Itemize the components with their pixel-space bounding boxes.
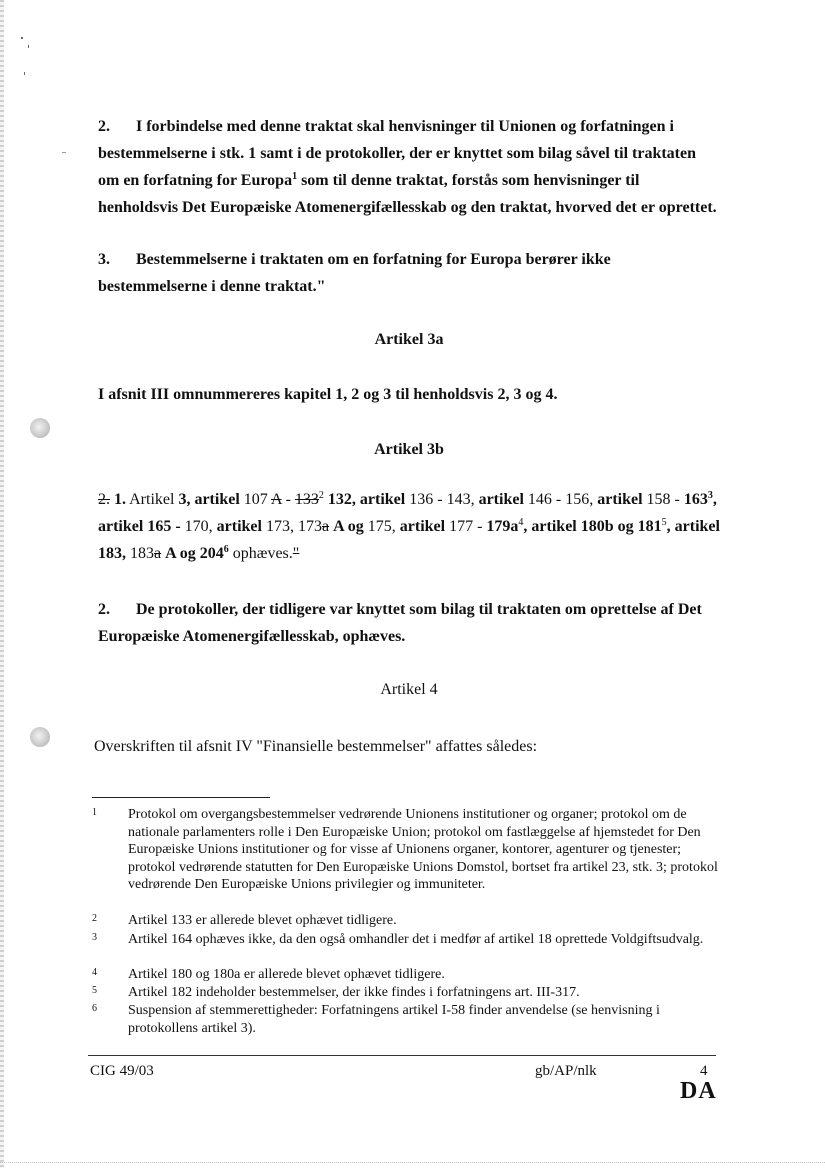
footnote-4: [92, 966, 722, 984]
footnote-mark: 1: [92, 807, 97, 818]
footnote-text: Artikel 182 indeholder bestemmelser, der ikke findes i forfatningens art. III-317.: [128, 985, 580, 1000]
footnote-ref-3: 3: [707, 490, 713, 501]
article-3b-paragraph-2: [98, 596, 720, 650]
paragraph-number: 2.: [98, 118, 110, 135]
article-3b-paragraph-1: [98, 486, 720, 567]
footer-doc-ref: CIG 49/03: [90, 1063, 154, 1079]
inserted-text: artikel 165 -: [98, 518, 181, 535]
footnote-2: [92, 912, 722, 930]
article-3a-heading: Artikel 3a: [374, 331, 444, 348]
deleted-text: a: [154, 545, 162, 562]
text-run: 136 - 143,: [409, 491, 475, 508]
footnote-mark: 5: [92, 985, 97, 996]
inserted-text: ,: [712, 491, 717, 508]
scan-edge: [0, 0, 4, 1168]
article-4-text: Overskriften til afsnit IV "Finansielle bestemmelser" affattes således:: [94, 738, 538, 755]
language-code: DA: [680, 1078, 717, 1104]
paragraph-2: [98, 113, 720, 221]
deleted-text: 133: [294, 491, 319, 508]
inserted-text: A og: [333, 518, 364, 535]
footer-page-number: 4: [700, 1063, 708, 1079]
footnote-5: [92, 984, 722, 1002]
text-run: 183: [130, 545, 154, 562]
text-run: -: [285, 491, 291, 508]
text-run: ophæves.: [232, 545, 293, 562]
paragraph-text-tail: som til denne traktat, forstås som henvisninger til henholdsvis Det Europæiske Atomenergifællesskab og den traktat, hvorved det er oprettet.: [98, 172, 717, 216]
inserted-text: , artikel: [666, 518, 720, 535]
scan-speck: [21, 37, 23, 39]
inserted-text: , artikel 180b og 181: [523, 518, 662, 535]
footnote-ref-1: 1: [292, 171, 298, 182]
deleted-text: a: [321, 518, 330, 535]
footnote-6: [92, 1002, 722, 1037]
inserted-text: artikel: [399, 518, 446, 535]
deleted-number: 2.: [98, 491, 110, 508]
paragraph-number: 3.: [98, 251, 110, 268]
footnote-text: Artikel 180 og 180a er allerede blevet ophævet tidligere.: [128, 967, 445, 982]
inserted-text: 179a: [486, 518, 519, 535]
footnote-text: Protokol om overgangsbestemmelser vedrørende Unionens institutioner og organer; protokol om de nationale parlamenters rolle i Den Europæiske Union; protokol om fastlæggelse af hjemstedet for Den Europæiske Unions institutioner og for visse af Unionens organer, kontorer, agenturer og tjenester; protokol vedrørende statutten for Den Europæiske Unions Domstol, bortset fra artikel 23, stk. 3; protokol vedrørende Den Europæiske Unions privilegier og immuniteter.: [128, 807, 718, 892]
punch-hole-bottom: [30, 727, 50, 747]
paragraph-text: Bestemmelserne i traktaten om en forfatning for Europa berører ikke bestemmelserne i denne traktat.": [98, 251, 611, 295]
deleted-text: ": [292, 545, 300, 562]
scan-speck: [24, 72, 25, 75]
paragraph-text: De protokoller, der tidligere var knyttet som bilag til traktaten om oprettelse af Det Europæiske Atomenergifællesskab, ophæves.: [98, 601, 702, 645]
inserted-text: 163: [683, 491, 708, 508]
footnote-text: Artikel 133 er allerede blevet ophævet tidligere.: [128, 913, 397, 928]
inserted-text: 3, artikel: [178, 491, 240, 508]
footnote-text: Artikel 164 ophæves ikke, da den også omhandler det i medfør af artikel 18 oprettede Voldgiftsudvalg.: [128, 932, 704, 947]
footnote-ref-5: 5: [661, 517, 667, 528]
paragraph-text: I forbindelse med denne traktat skal henvisninger til Unionen og forfatningen i bestemmelserne i stk. 1 samt i de protokoller, der er knyttet som bilag såvel til traktaten om en forfatning for Europa: [98, 118, 697, 189]
footnote-mark: 6: [92, 1003, 97, 1014]
inserted-text: artikel: [478, 491, 524, 508]
inserted-text: 183,: [98, 545, 126, 562]
footer-initials: gb/AP/nlk: [535, 1063, 597, 1079]
paragraph-3: [98, 246, 720, 300]
footnote-1: [92, 806, 722, 894]
article-3a-text: I afsnit III omnummereres kapitel 1, 2 og 3 til henholdsvis 2, 3 og 4.: [98, 386, 558, 403]
inserted-text: artikel: [216, 518, 262, 535]
footnote-ref-4: 4: [518, 517, 524, 528]
footnote-3: [92, 931, 722, 949]
footnote-mark: 4: [92, 967, 97, 978]
article-3b-heading: Artikel 3b: [374, 441, 444, 458]
text-run: 175,: [367, 518, 396, 535]
scan-speck: [28, 45, 29, 48]
inserted-text: A og 204: [165, 545, 224, 562]
footnote-ref-2: 2: [318, 490, 324, 501]
deleted-text: A: [270, 491, 282, 508]
text-run: 177 -: [449, 518, 483, 535]
scan-bottom-edge: [0, 1162, 825, 1163]
footnote-separator: [92, 797, 270, 798]
footnote-mark: 3: [92, 932, 97, 943]
text-run: 158 -: [646, 491, 680, 508]
scan-speck: [62, 152, 66, 153]
footnote-ref-6: 6: [223, 544, 229, 555]
inserted-number: 1.: [114, 491, 126, 508]
footnote-text: Suspension af stemmerettigheder: Forfatningens artikel I-58 finder anvendelse (se henvisning i protokollens artikel 3).: [128, 1003, 660, 1036]
article-4-heading: Artikel 4: [380, 681, 438, 698]
text-run: Artikel: [129, 491, 175, 508]
paragraph-number: 2.: [98, 601, 110, 618]
inserted-text: 132, artikel: [327, 491, 406, 508]
text-run: 173, 173: [265, 518, 322, 535]
footnote-mark: 2: [92, 913, 97, 924]
text-run: 170,: [184, 518, 213, 535]
inserted-text: artikel: [597, 491, 643, 508]
text-run: 146 - 156,: [527, 491, 594, 508]
footer-rule: [88, 1055, 716, 1056]
punch-hole-top: [30, 418, 50, 438]
text-run: 107: [243, 491, 268, 508]
